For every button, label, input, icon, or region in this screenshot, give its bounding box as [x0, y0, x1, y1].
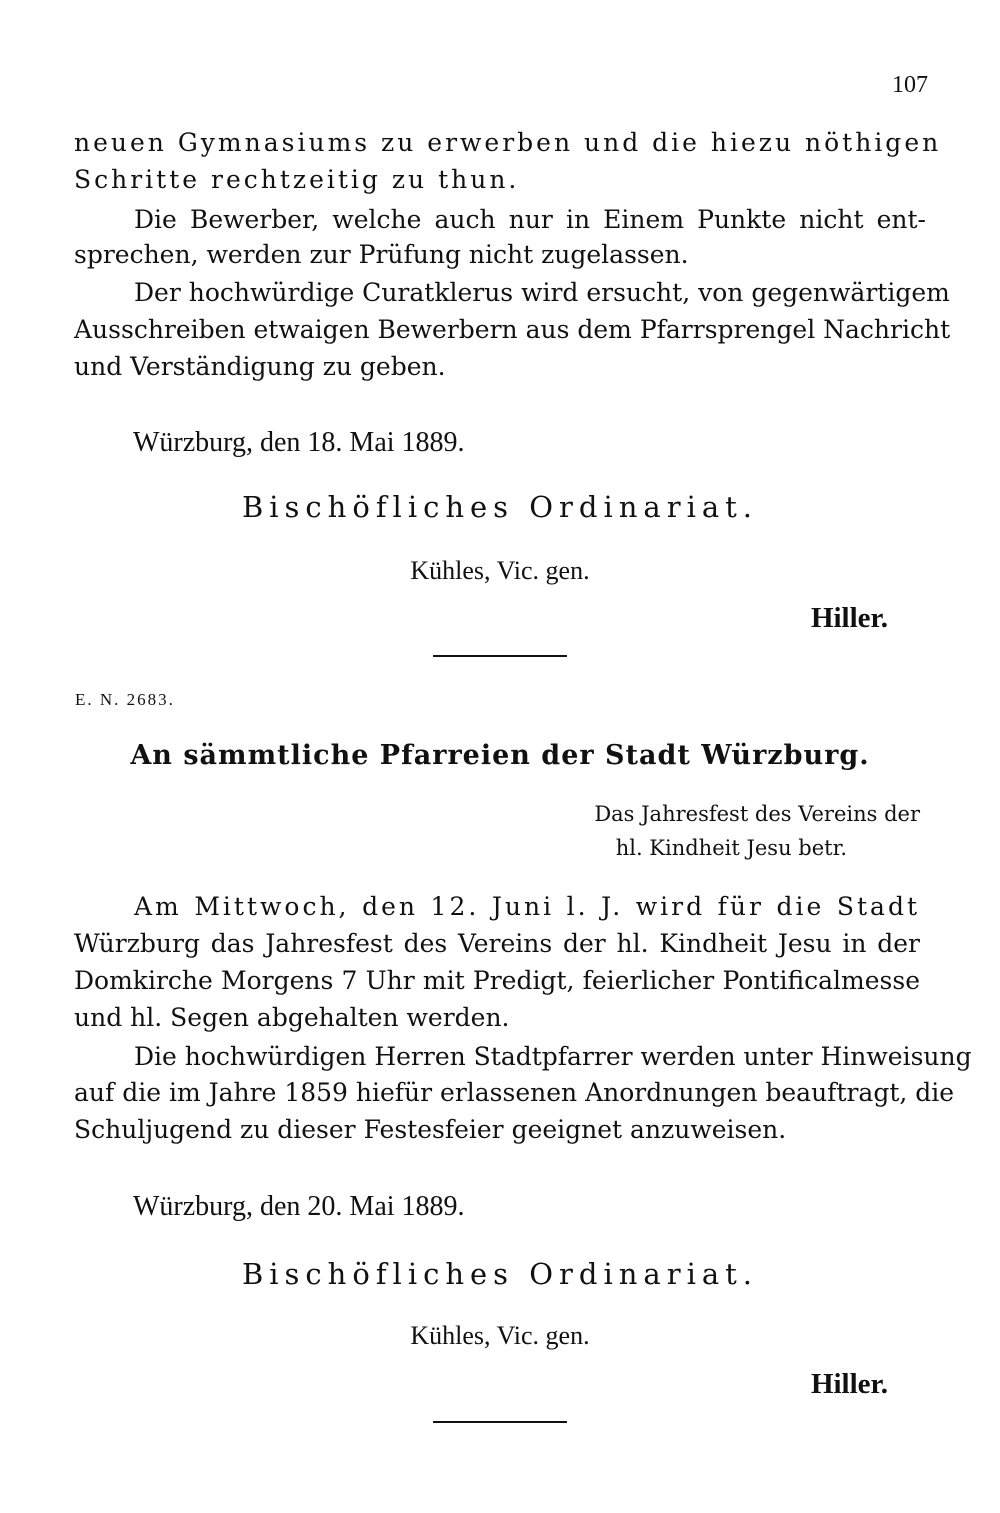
authority-line: Bischöfliches Ordinariat.: [241, 490, 759, 524]
page-number: 107: [892, 72, 928, 98]
subject-line: Das Jahresfest des Vereins der: [594, 802, 920, 826]
section-divider: [433, 655, 567, 657]
date-line: Würzburg, den 18. Mai 1889.: [133, 427, 465, 458]
paragraph-line: Der hochwürdige Curatklerus wird ersucht, von gegenwärtigem: [134, 278, 950, 307]
paragraph-line: und hl. Segen abgehalten werden.: [74, 1003, 510, 1032]
section-heading: An sämmtliche Pfarreien der Stadt Würzburg.: [130, 740, 870, 771]
paragraph-line: Schuljugend zu dieser Festesfeier geeignet anzuweisen.: [74, 1115, 787, 1144]
subject-line: hl. Kindheit Jesu betr.: [615, 836, 847, 860]
paragraph-line: Ausschreiben etwaigen Bewerbern aus dem Pfarrsprengel Nachricht: [74, 315, 951, 344]
section-divider: [433, 1421, 567, 1423]
paragraph-line: neuen Gymnasiums zu erwerben und die hiezu nöthigen: [74, 128, 942, 157]
paragraph-line: und Verständigung zu geben.: [74, 352, 446, 381]
date-line: Würzburg, den 20. Mai 1889.: [133, 1191, 465, 1222]
reference-number: E. N. 2683.: [75, 690, 175, 709]
secretary-signature: Hiller.: [810, 602, 888, 634]
paragraph-line: Am Mittwoch, den 12. Juni l. J. wird für die Stadt: [134, 892, 920, 921]
paragraph-line: Schritte rechtzeitig zu thun.: [74, 165, 520, 194]
authority-line: Bischöfliches Ordinariat.: [241, 1257, 759, 1291]
signatory-line: Kühles, Vic. gen.: [410, 556, 590, 585]
paragraph-line: auf die im Jahre 1859 hiefür erlassenen Anordnungen beauftragt, die: [74, 1078, 955, 1107]
signatory-line: Kühles, Vic. gen.: [410, 1321, 590, 1350]
paragraph-line: Domkirche Morgens 7 Uhr mit Predigt, feierlicher Pontificalmesse: [74, 966, 920, 995]
secretary-signature: Hiller.: [810, 1368, 888, 1400]
paragraph-line: Die hochwürdigen Herren Stadtpfarrer werden unter Hinweisung: [134, 1042, 972, 1071]
paragraph-line: Würzburg das Jahresfest des Vereins der hl. Kindheit Jesu in der: [74, 929, 920, 958]
paragraph-line: sprechen, werden zur Prüfung nicht zugelassen.: [74, 240, 689, 269]
paragraph-line: Die Bewerber, welche auch nur in Einem Punkte nicht ent-: [134, 205, 926, 234]
